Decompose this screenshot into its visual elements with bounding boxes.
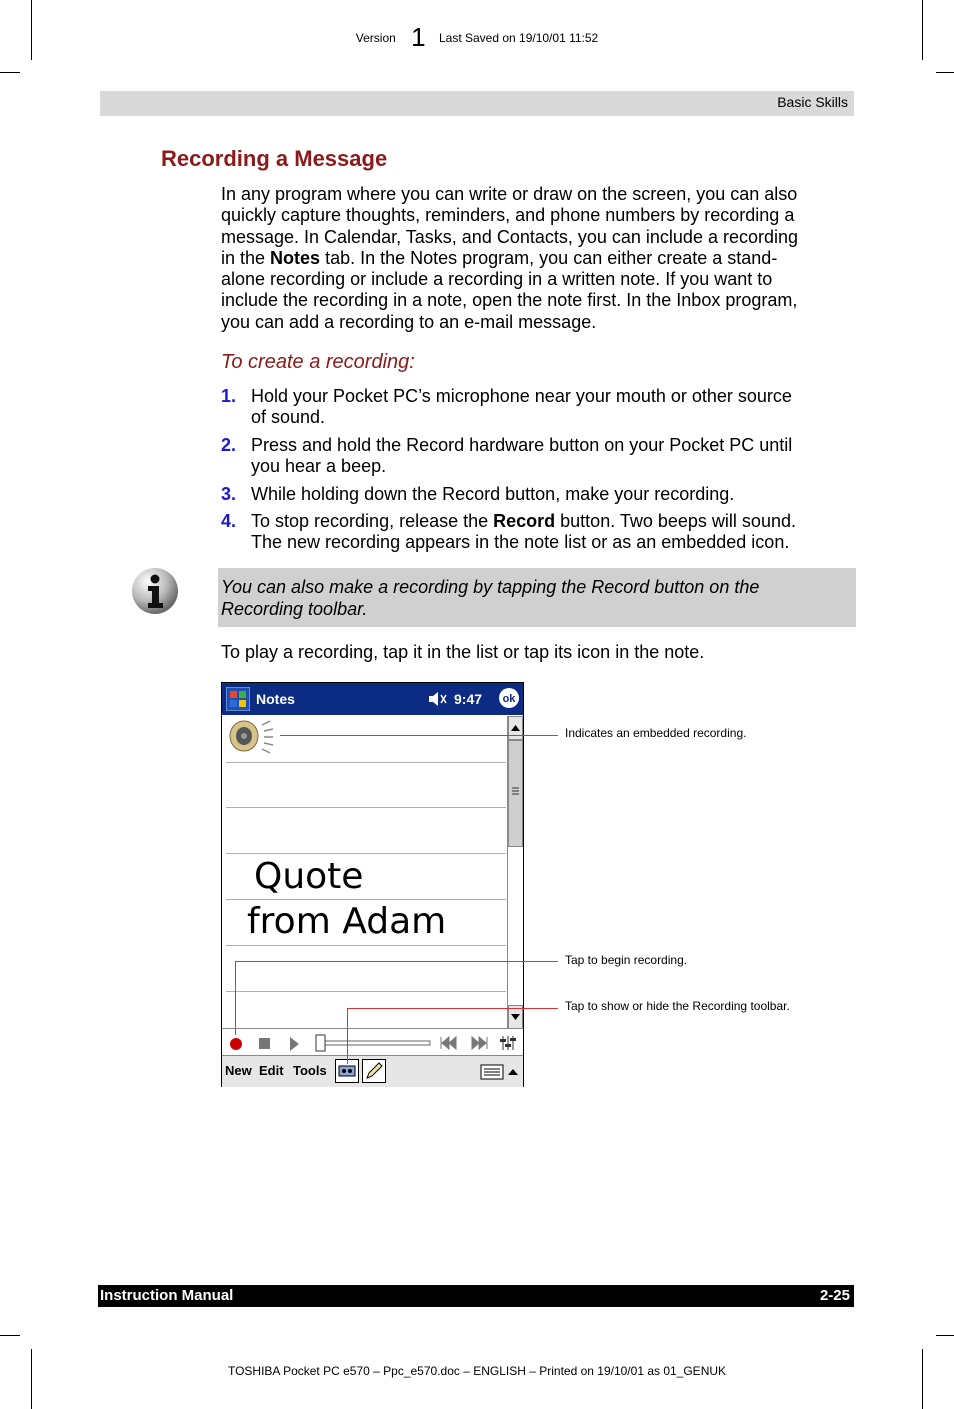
manual-title: Instruction Manual — [100, 1287, 234, 1304]
step-item — [221, 511, 846, 554]
command-bar — [222, 1055, 523, 1087]
callout-line — [347, 1008, 558, 1009]
page-number: 2-25 — [819, 1287, 850, 1304]
menu-new[interactable]: New — [225, 1063, 252, 1078]
callout-line — [235, 961, 558, 962]
speaker-icon[interactable] — [428, 691, 448, 707]
text-line: quickly capture thoughts, reminders, and phone numbers by recording a — [221, 205, 795, 226]
last-saved: Last Saved on 19/10/01 11:52 — [438, 31, 599, 45]
recording-toolbar — [222, 1028, 523, 1055]
intro-paragraph — [221, 184, 846, 333]
note-text: You can also make a recording by tapping the Record button on the Recording toolbar. — [221, 577, 760, 619]
title-bar — [222, 683, 523, 715]
text-line: In any program where you can write or draw on the screen, you can also — [221, 184, 798, 204]
callout-embedded-recording: Indicates an embedded recording. — [565, 726, 747, 740]
crop-mark — [0, 1335, 20, 1336]
skip-forward-icon[interactable] — [468, 1033, 490, 1053]
input-menu-arrow-icon[interactable] — [506, 1065, 520, 1079]
pen-icon[interactable] — [362, 1059, 386, 1083]
skip-back-icon[interactable] — [438, 1033, 460, 1053]
step-line: Hold your Pocket PC’s microphone near your mouth or other source — [251, 386, 792, 406]
text-line: message. In Calendar, Tasks, and Contacts, you can include a recording — [221, 226, 799, 247]
play-paragraph: To play a recording, tap it in the list or tap its icon in the note. — [221, 642, 705, 662]
record-button[interactable] — [226, 1033, 246, 1053]
crop-mark — [31, 1349, 32, 1409]
text-span: in the — [221, 247, 271, 268]
scroll-up-arrow-icon[interactable] — [508, 716, 523, 740]
clock[interactable]: 9:47 — [454, 691, 483, 707]
menu-tools[interactable]: Tools — [293, 1063, 327, 1078]
text-span: button. Two beeps will sound. — [555, 511, 796, 531]
step-line: Press and hold the Record hardware button on your Pocket PC until — [251, 435, 793, 455]
keyboard-icon[interactable] — [480, 1063, 504, 1081]
ruled-line — [226, 762, 506, 763]
start-menu-icon[interactable] — [226, 687, 250, 711]
app-title: Notes — [256, 691, 295, 707]
callout-begin-recording: Tap to begin recording. — [565, 953, 688, 967]
step-line: you hear a beep. — [251, 456, 387, 477]
text-line: alone recording or include a recording in a written note. If you want to — [221, 269, 773, 290]
record-bold: Record — [493, 511, 556, 531]
crop-mark — [922, 1349, 923, 1409]
step-item — [221, 386, 846, 429]
vertical-scrollbar[interactable] — [507, 716, 523, 1029]
ruled-line — [226, 945, 506, 946]
callout-toggle-toolbar: Tap to show or hide the Recording toolbar. — [565, 999, 790, 1013]
position-slider[interactable] — [312, 1033, 437, 1053]
text-line: include the recording in a note, open the note first. In the Inbox program, — [221, 290, 798, 311]
ok-label: ok — [502, 693, 516, 705]
menu-edit[interactable]: Edit — [259, 1063, 284, 1078]
handwritten-text: Quote — [254, 856, 364, 897]
version-label: Version — [355, 31, 396, 45]
note-box — [218, 568, 856, 627]
section-name: Basic Skills — [777, 94, 848, 110]
step-item — [221, 484, 846, 505]
ruled-line — [226, 807, 506, 808]
running-header — [100, 91, 854, 116]
callout-line — [235, 961, 236, 1035]
crop-mark — [936, 1335, 954, 1336]
ruled-line — [226, 899, 506, 900]
subheading: To create a recording: — [221, 351, 415, 373]
running-footer — [98, 1285, 854, 1307]
scroll-thumb[interactable] — [508, 740, 523, 847]
print-info: TOSHIBA Pocket PC e570 – Ppc_e570.doc – ENGLISH – Printed on 19/10/01 as 01_GENUK — [227, 1364, 727, 1378]
version-info — [0, 22, 954, 53]
text-line: you can add a recording to an e-mail message. — [221, 311, 597, 332]
ruled-line — [226, 991, 506, 992]
step-line: While holding down the Record button, make your recording. — [251, 484, 735, 504]
text-line — [221, 248, 846, 269]
step-line — [251, 511, 846, 532]
info-icon — [131, 567, 179, 615]
callout-line — [347, 1008, 348, 1064]
notes-bold: Notes — [270, 247, 321, 268]
section-title: Recording a Message — [161, 146, 388, 171]
step-number: 3. — [221, 484, 237, 504]
handwritten-text: from Adam — [247, 901, 447, 942]
ok-button[interactable] — [498, 687, 520, 709]
embedded-recording-icon[interactable] — [226, 717, 274, 757]
step-line: The new recording appears in the note list or as an embedded icon. — [251, 532, 790, 553]
text-span: tab. In the Notes program, you can either create a stand- — [320, 247, 778, 268]
version-number: 1 — [411, 22, 426, 52]
play-button[interactable] — [284, 1033, 304, 1053]
step-line: of sound. — [251, 407, 326, 428]
callout-line — [280, 735, 558, 736]
step-number: 2. — [221, 435, 237, 455]
volume-mixer-icon[interactable] — [498, 1033, 518, 1053]
text-span: To stop recording, release the — [251, 511, 494, 531]
ruled-line — [226, 853, 506, 854]
step-number: 4. — [221, 511, 237, 531]
stop-button[interactable] — [255, 1033, 275, 1053]
step-number: 1. — [221, 386, 237, 406]
crop-mark — [936, 72, 954, 73]
device-screenshot — [221, 682, 524, 1087]
step-item — [221, 435, 846, 478]
crop-mark — [0, 72, 20, 73]
